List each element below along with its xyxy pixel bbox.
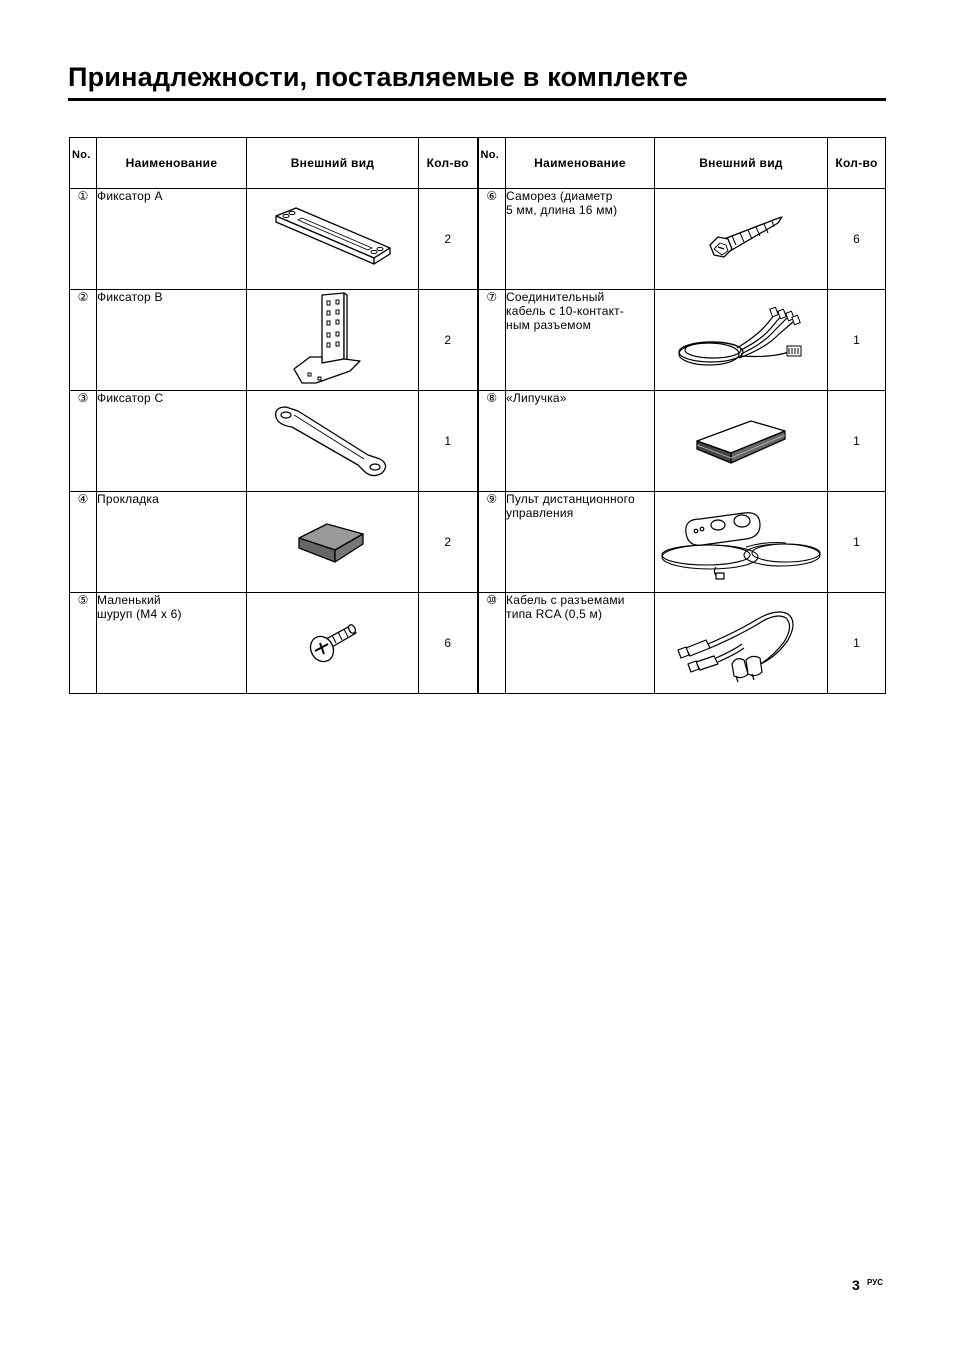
item-qty: 1 [828, 492, 886, 593]
item-name [506, 593, 655, 694]
item-appearance [655, 189, 828, 290]
item-appearance [655, 290, 828, 391]
item-name [97, 391, 247, 492]
item-qty: 1 [828, 290, 886, 391]
item-qty: 2 [419, 492, 478, 593]
item-name-line: Пульт дистанционного [506, 492, 635, 506]
pad-icon [293, 512, 373, 572]
item-name-line: ным разъемом [506, 318, 592, 332]
table-row [70, 492, 886, 593]
item-number: ⑤ [70, 593, 97, 694]
header-no: No. [478, 138, 506, 189]
header-no: No. [70, 138, 97, 189]
item-appearance [247, 290, 419, 391]
item-name-line: Фиксатор C [97, 391, 164, 405]
velcro-pad-icon [691, 411, 791, 471]
item-name [506, 189, 655, 290]
item-name-line: Фиксатор B [97, 290, 163, 304]
item-name-line: Кабель с разъемами [506, 593, 625, 607]
item-qty: 1 [828, 391, 886, 492]
item-name-line: Маленький [97, 593, 161, 607]
bracket-a-icon [268, 204, 398, 274]
item-qty: 6 [419, 593, 478, 694]
table-row [70, 391, 886, 492]
item-number: ⑧ [478, 391, 506, 492]
bracket-c-icon [268, 401, 398, 481]
item-name-line: «Липучка» [506, 391, 567, 405]
item-appearance [655, 593, 828, 694]
bracket-b-icon [288, 291, 378, 389]
table-header-row [70, 138, 886, 189]
item-number: ⑨ [478, 492, 506, 593]
item-name-line: Фиксатор A [97, 189, 163, 203]
item-appearance [247, 492, 419, 593]
accessories-table [69, 137, 886, 694]
small-screw-icon [298, 613, 368, 673]
page-language: РУС [867, 1278, 883, 1287]
item-number: ④ [70, 492, 97, 593]
item-name-line: Соединительный [506, 290, 605, 304]
header-appearance: Внешний вид [655, 138, 828, 189]
item-qty: 6 [828, 189, 886, 290]
item-number: ③ [70, 391, 97, 492]
item-name-line: кабель с 10-контакт- [506, 304, 625, 318]
item-name-line: шуруп (M4 x 6) [97, 607, 182, 621]
item-appearance [655, 391, 828, 492]
item-name-line: Прокладка [97, 492, 160, 506]
item-qty: 2 [419, 290, 478, 391]
rca-cable-icon [676, 600, 806, 686]
item-qty: 1 [828, 593, 886, 694]
table-row [70, 290, 886, 391]
item-qty: 2 [419, 189, 478, 290]
item-number: ⑦ [478, 290, 506, 391]
item-appearance [655, 492, 828, 593]
item-qty: 1 [419, 391, 478, 492]
connection-cable-icon [671, 300, 811, 380]
tapping-screw-icon [696, 209, 786, 269]
remote-control-icon [656, 501, 826, 583]
item-name-line: управления [506, 506, 574, 520]
item-number: ① [70, 189, 97, 290]
header-name: Наименование [97, 138, 247, 189]
header-appearance: Внешний вид [247, 138, 419, 189]
item-appearance [247, 189, 419, 290]
item-name [506, 391, 655, 492]
item-number: ② [70, 290, 97, 391]
item-name [97, 492, 247, 593]
item-appearance [247, 593, 419, 694]
header-name: Наименование [506, 138, 655, 189]
item-name [506, 290, 655, 391]
item-number: ⑩ [478, 593, 506, 694]
table-row [70, 189, 886, 290]
item-number: ⑥ [478, 189, 506, 290]
header-qty: Кол-во [828, 138, 886, 189]
page-number: 3 [852, 1277, 860, 1293]
item-name [97, 593, 247, 694]
item-name [97, 189, 247, 290]
item-name [97, 290, 247, 391]
item-name-line: 5 мм, длина 16 мм) [506, 203, 618, 217]
item-name-line: типа RCA (0,5 м) [506, 607, 603, 621]
page-title: Принадлежности, поставляемые в комплекте [68, 62, 689, 92]
item-name [506, 492, 655, 593]
item-appearance [247, 391, 419, 492]
table-row [70, 593, 886, 694]
title-rule [68, 98, 886, 101]
item-name-line: Саморез (диаметр [506, 189, 613, 203]
header-qty: Кол-во [419, 138, 478, 189]
